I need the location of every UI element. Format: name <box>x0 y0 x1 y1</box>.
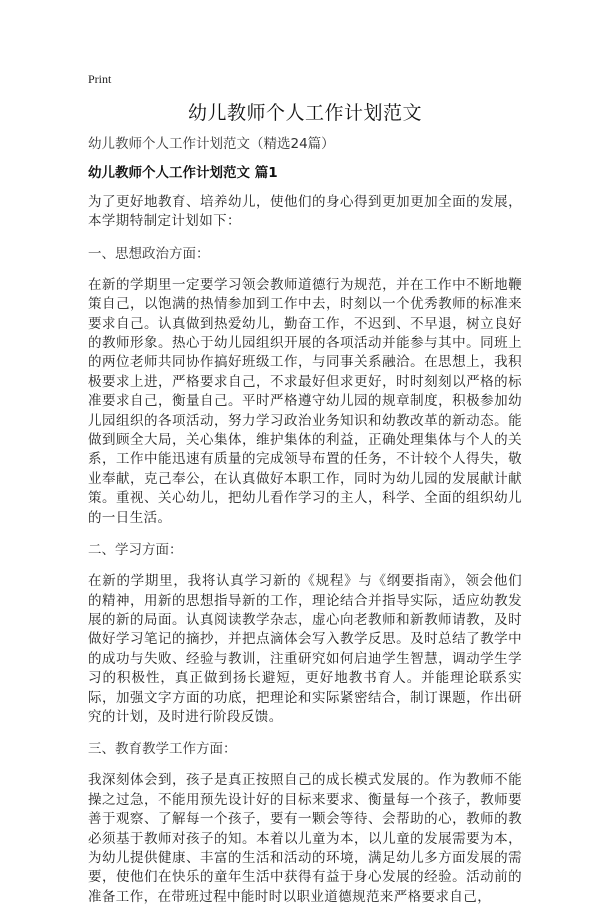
section-heading-teaching: 三、教育教学工作方面： <box>88 741 237 758</box>
article-heading: 幼儿教师个人工作计划范文 篇1 <box>88 165 278 181</box>
section-body-study: 在新的学期里，我将认真学习新的《规程》与《纲要指南》，领会他们的精神，用新的思想指导新的工作，理论结合并指导实际，适应幼教发展的新的局面。认真阅读教学杂志，虚心向老教师和新教师请教，及时做好学习笔记的摘抄，并把点滴体会写入教学反思。及时总结了教学中的成功与失败、经验与教训，注重研究如何启迪学生智慧，调动学生学习的积极性，真正做到扬长避短，更好地教书育人。并能理论联系实际，加强文字方面的功底，把理论和实际紧密结合，制订课题，作出研究的计划，及时进行阶段反馈。 <box>88 573 522 725</box>
section-body-teaching: 我深刻体会到，孩子是真正按照自己的成长模式发展的。作为教师不能操之过急，不能用预先设计好的目标来要求、衡量每一个孩子，教师要善于观察、了解每一个孩子，要有一颗会等待、会帮助的心，教师的教必须基于教师对孩子的知。本着以儿童为本，以儿童的发展需要为本，为幼儿提供健康、丰富的生活和活动的环境，满足幼儿多方面发展的需要，使他们在快乐的童年生活中获得有益于身心发展的经验。活动前的准备工作，在带班过程中能时时以职业道德规范来严格要求自己， <box>88 772 522 905</box>
document-page <box>88 70 522 907</box>
section-body-politics: 在新的学期里一定要学习领会教师道德行为规范，并在工作中不断地鞭策自己，以饱满的热情参加到工作中去，时刻以一个优秀教师的标准来要求自己。认真做到热爱幼儿，勤奋工作，不迟到、不早退，树立良好的教师形象。热心于幼儿园组织开展的各项活动并能参与其中。同班上的两位老师共同协作搞好班级工作，与同事关系融洽。在思想上，我积极要求上进，严格要求自己，不求最好但求更好，时时刻刻以严格的标准要求自己，衡量自己。平时严格遵守幼儿园的规章制度，积极参加幼儿园组织的各项活动，努力学习政治业务知识和幼教改革的新动态。能做到顾全大局，关心集体，维护集体的利益，正确处理集体与个人的关系，工作中能迅速有质量的完成领导布置的任务，不计较个人得失，敬业奉献，克己奉公，在认真做好本职工作，同时为幼儿园的发展献计献策。重视、关心幼儿，把幼儿看作学习的主人，科学、全面的组织幼儿的一日生活。 <box>88 276 522 526</box>
document-title: 幼儿教师个人工作计划范文 <box>187 102 422 124</box>
intro-paragraph: 为了更好地教育、培养幼儿，使他们的身心得到更加更加全面的发展，本学期特制定计划如下： <box>88 194 522 230</box>
section-heading-study: 二、学习方面： <box>88 542 183 559</box>
print-label: Print <box>88 72 112 86</box>
section-heading-politics: 一、思想政治方面： <box>88 245 210 262</box>
document-subtitle: 幼儿教师个人工作计划范文（精选24篇） <box>88 136 335 152</box>
